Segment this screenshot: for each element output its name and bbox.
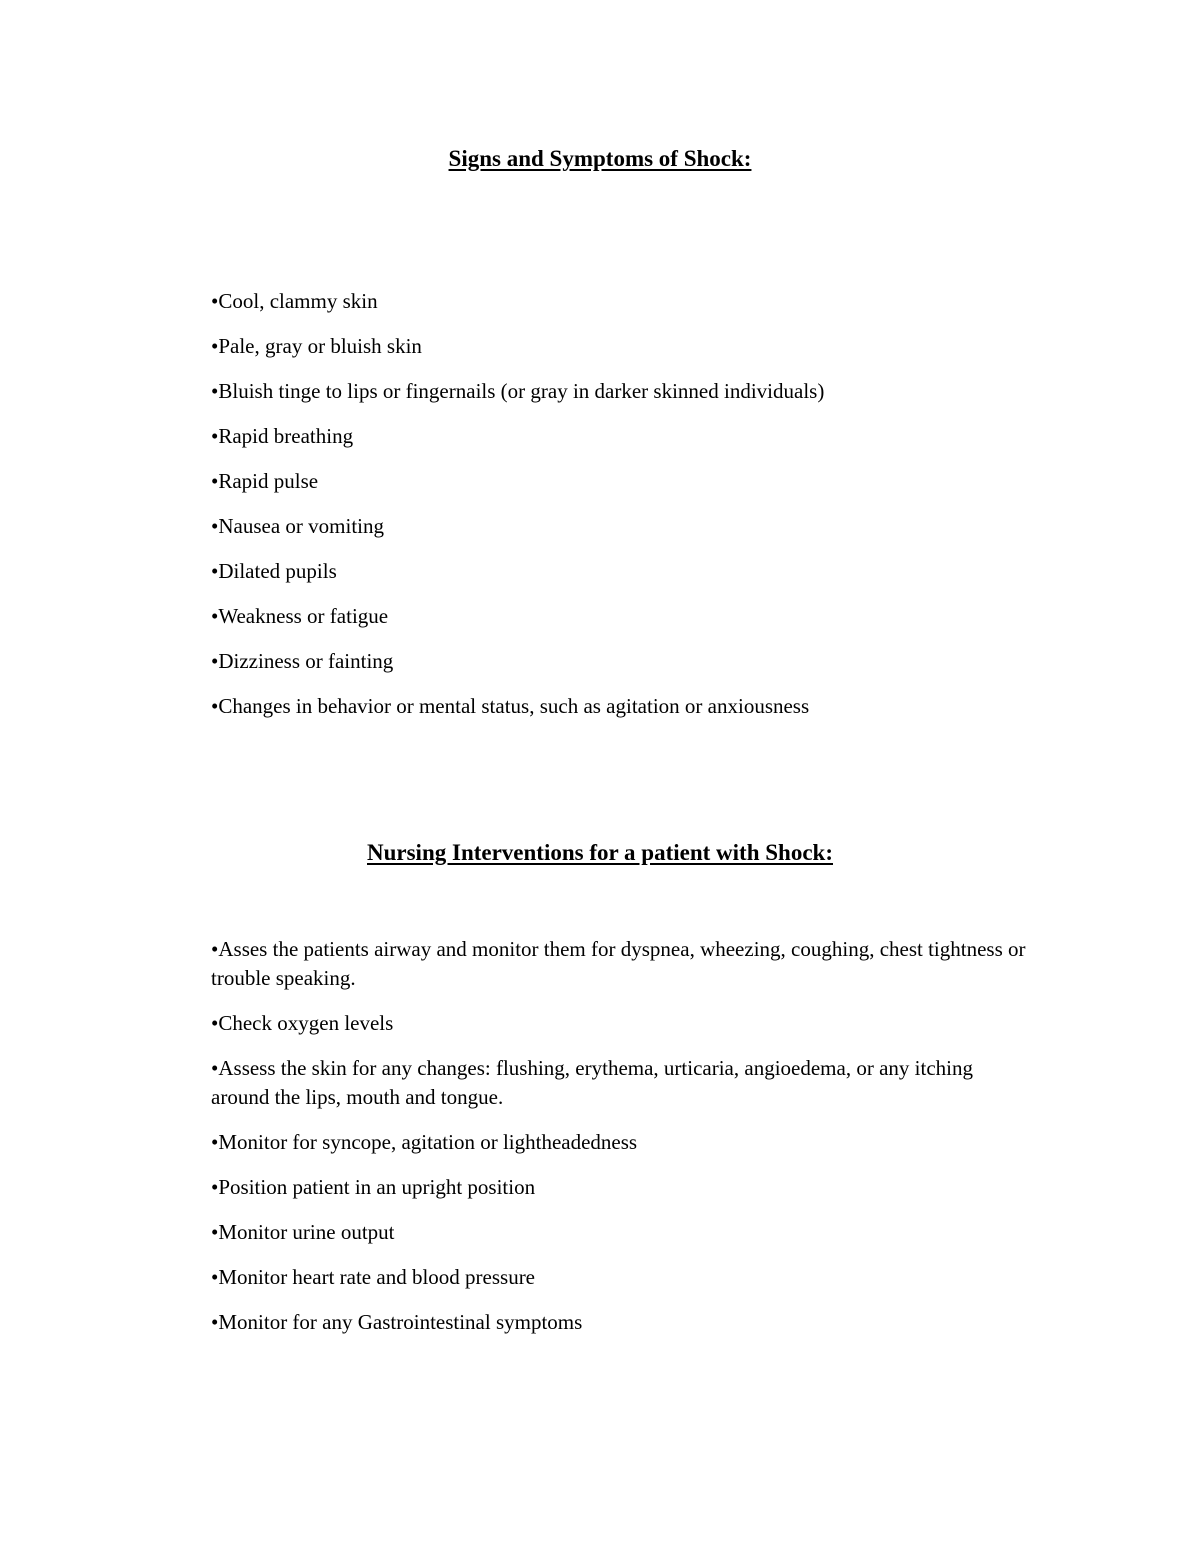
list-item: •Rapid pulse <box>211 469 319 493</box>
list-item: •Position patient in an upright position <box>211 1175 536 1199</box>
section-heading-signs-symptoms: Signs and Symptoms of Shock: <box>448 146 752 171</box>
list-item: •Weakness or fatigue <box>211 604 389 628</box>
list-item: •Monitor for any Gastrointestinal symptoms <box>211 1310 583 1334</box>
list-item: •Dizziness or fainting <box>211 649 394 673</box>
list-item: •Nausea or vomiting <box>211 514 384 538</box>
list-item: •Check oxygen levels <box>211 1011 394 1035</box>
list-item: •Monitor heart rate and blood pressure <box>211 1265 536 1289</box>
list-item: •Monitor for syncope, agitation or lightheadedness <box>211 1130 638 1154</box>
list-item: •Assess the skin for any changes: flushing, erythema, urticaria, angioedema, or any itching around the lips, mouth and tongue. <box>211 1056 973 1109</box>
list-item: •Bluish tinge to lips or fingernails (or gray in darker skinned individuals) <box>211 379 825 403</box>
list-item: •Dilated pupils <box>211 559 337 583</box>
list-item: •Rapid breathing <box>211 424 354 448</box>
signs-symptoms-list <box>211 287 1031 737</box>
list-item: •Changes in behavior or mental status, such as agitation or anxiousness <box>211 694 810 718</box>
list-item: •Pale, gray or bluish skin <box>211 334 422 358</box>
list-item: •Asses the patients airway and monitor them for dyspnea, wheezing, coughing, chest tightness or trouble speaking. <box>211 937 1026 990</box>
list-item: •Monitor urine output <box>211 1220 395 1244</box>
nursing-interventions-list <box>211 935 1031 1353</box>
section-heading-nursing-interventions: Nursing Interventions for a patient with Shock: <box>367 840 833 865</box>
list-item: •Cool, clammy skin <box>211 289 378 313</box>
